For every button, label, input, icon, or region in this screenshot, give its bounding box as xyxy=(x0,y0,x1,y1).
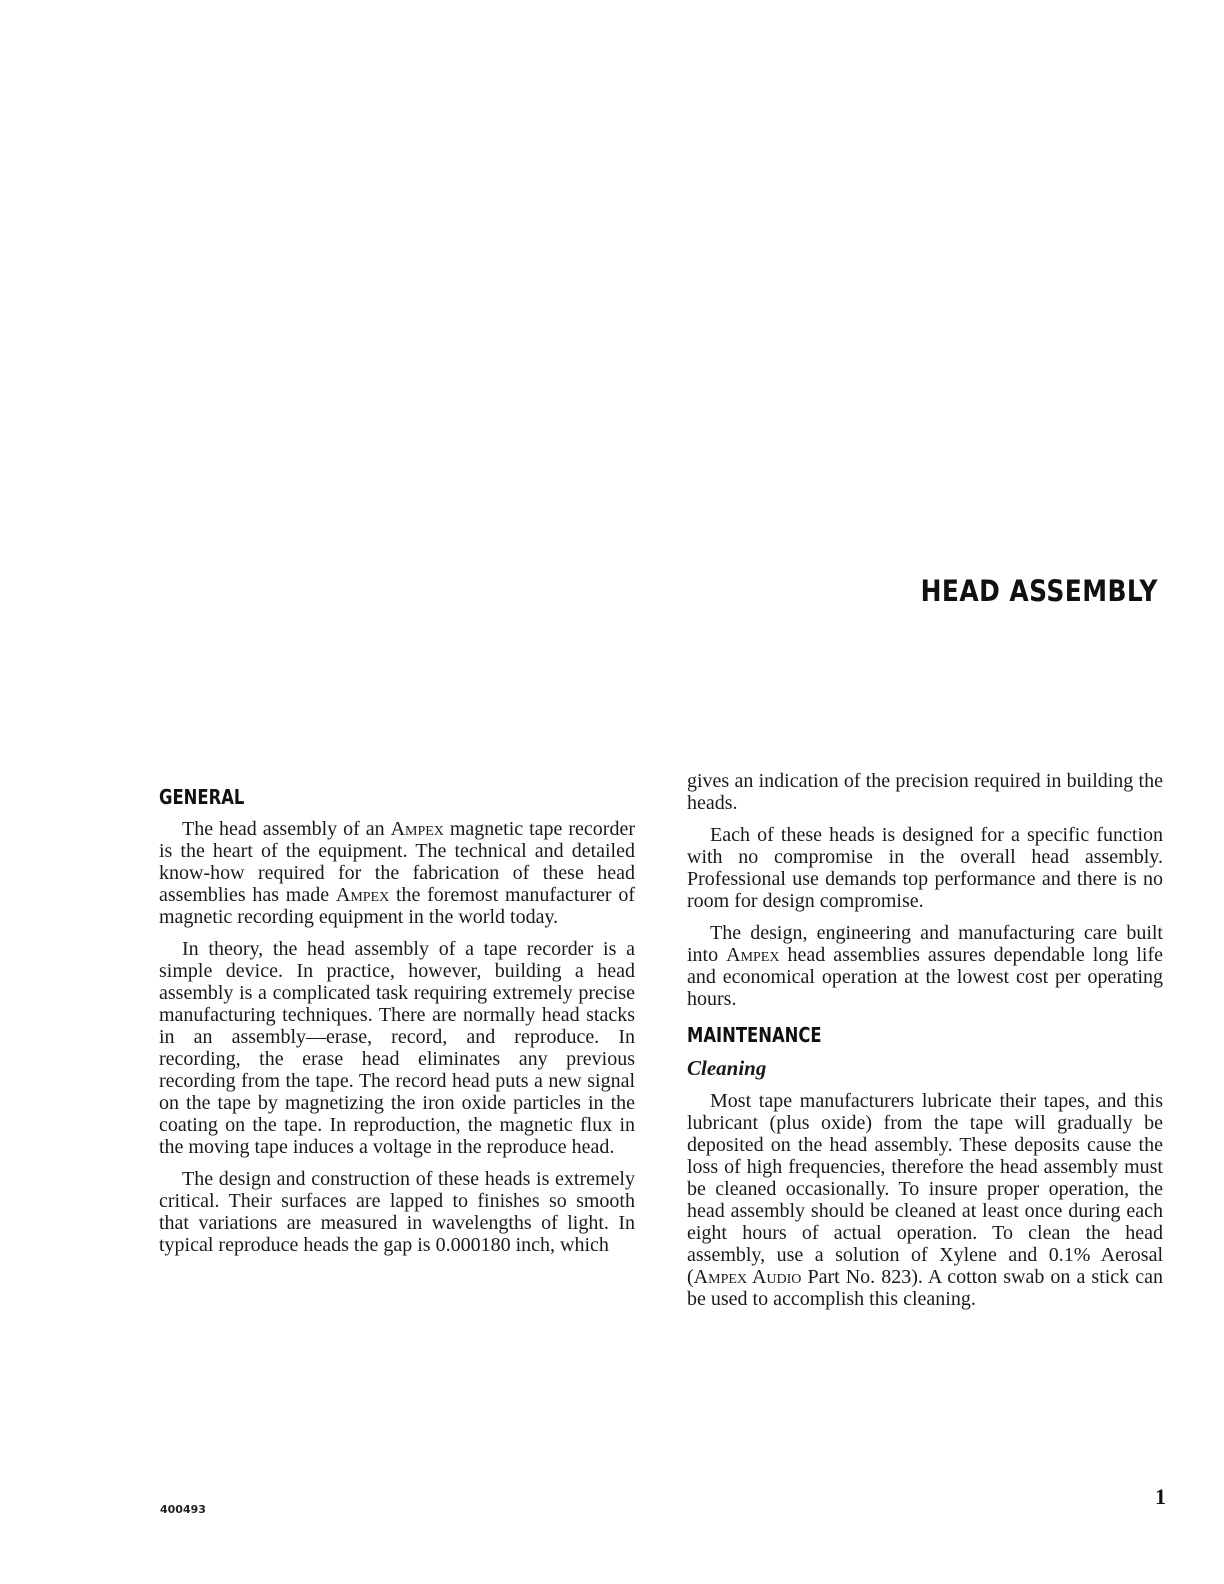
maintenance-paragraph-1: Most tape manufacturers lubricate their tapes, and this lubricant (plus oxide) from the tape will gradually be deposited on the head assembly. These deposits cause the loss of high frequencies, therefore the head assembly must be cleaned occasionally. To insure proper operation, the head assembly should be cleaned at least once during each eight hours of actual operation. To clean the head assembly, use a solution of Xylene and 0.1% Aerosal (Ampex Audio Part No. 823). A cotton swab on a stick can be used to accomplish this cleaning. xyxy=(687,1090,1163,1310)
general-heading: GENERAL xyxy=(159,785,245,809)
brand-ampex: Ampex xyxy=(335,884,390,906)
right-column xyxy=(687,770,1163,1320)
brand-ampex: Ampex xyxy=(726,944,780,966)
general-paragraph-2: In theory, the head assembly of a tape recorder is a simple device. In practice, however, building a head assembly is a complicated task requiring extremely precise manufacturing techniques. There are normally head stacks in an assembly—erase, record, and reproduce. In recording, the erase head eliminates any previous recording from the tape. The record head puts a new signal on the tape by magnetizing the iron oxide particles in the coating on the tape. In reproduction, the magnetic flux in the moving tape induces a voltage in the reproduce head. xyxy=(159,938,635,1158)
cleaning-subheading: Cleaning xyxy=(687,1056,767,1080)
general-paragraph-3: The design and construction of these heads is extremely critical. Their surfaces are lapped to finishes so smooth that variations are measured in wavelengths of light. In typical reproduce heads the gap is 0.000180 inch, which xyxy=(159,1168,635,1256)
page-title: HEAD ASSEMBLY xyxy=(920,574,1158,608)
left-column xyxy=(159,786,635,1266)
general-paragraph-4: Each of these heads is designed for a specific function with no compromise in the overall head assembly. Professional use demands top performance and there is no room for design compromise. xyxy=(687,824,1163,912)
general-paragraph-1: The head assembly of an Ampex magnetic tape recorder is the heart of the equipment. The technical and detailed know-how required for the fabrication of these head assemblies has made Ampex the foremost manufacturer of magnetic recording equipment in the world today. xyxy=(159,818,635,928)
brand-ampex: Ampex xyxy=(390,818,444,840)
general-paragraph-3-continued: gives an indication of the precision required in building the heads. xyxy=(687,770,1163,814)
brand-ampex-audio: Ampex Audio xyxy=(693,1266,802,1288)
document-code: 400493 xyxy=(160,1503,206,1516)
maintenance-heading: MAINTENANCE xyxy=(687,1023,822,1047)
general-paragraph-5: The design, engineering and manufacturing care built into Ampex head assemblies assures dependable long life and economical operation at the lowest cost per operating hours. xyxy=(687,922,1163,1010)
page-number: 1 xyxy=(1155,1484,1166,1509)
